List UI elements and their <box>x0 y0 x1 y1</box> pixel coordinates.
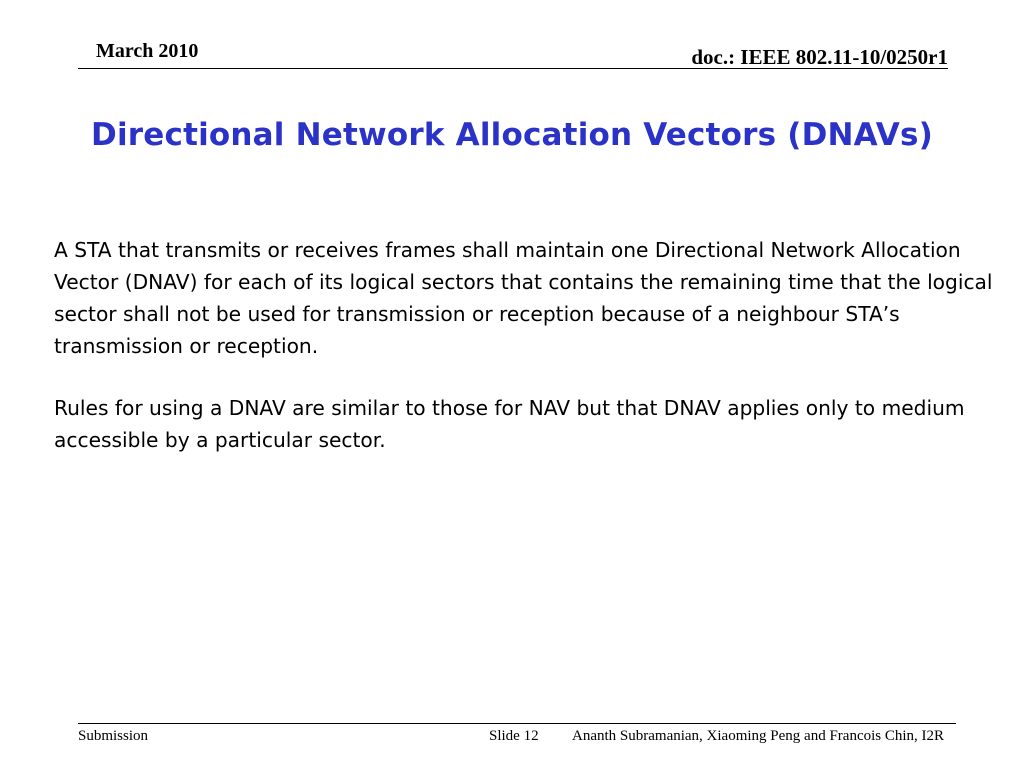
footer-slide-number: Slide 12 <box>489 728 539 744</box>
header-date: March 2010 <box>96 40 199 62</box>
footer-divider <box>78 723 956 724</box>
footer-authors: Ananth Subramanian, Xiaoming Peng and Francois Chin, I2R <box>572 728 945 744</box>
slide-title: Directional Network Allocation Vectors (DNAVs) <box>91 117 933 153</box>
header-divider <box>78 68 948 69</box>
header-doc-id: doc.: IEEE 802.11-10/0250r1 <box>691 45 948 69</box>
footer-submission: Submission <box>78 728 149 744</box>
body-paragraph-1: A STA that transmits or receives frames shall maintain one Directional Network Allocation Vector (DNAV) for each of its logical sectors that contains the remaining time that the logical sector shall not be used for transmission or reception because of a neighbour STA’s transmission or reception. <box>54 238 993 358</box>
body-paragraph-2: Rules for using a DNAV are similar to those for NAV but that DNAV applies only to medium accessible by a particular sector. <box>54 396 965 452</box>
slide-body <box>54 234 1004 486</box>
